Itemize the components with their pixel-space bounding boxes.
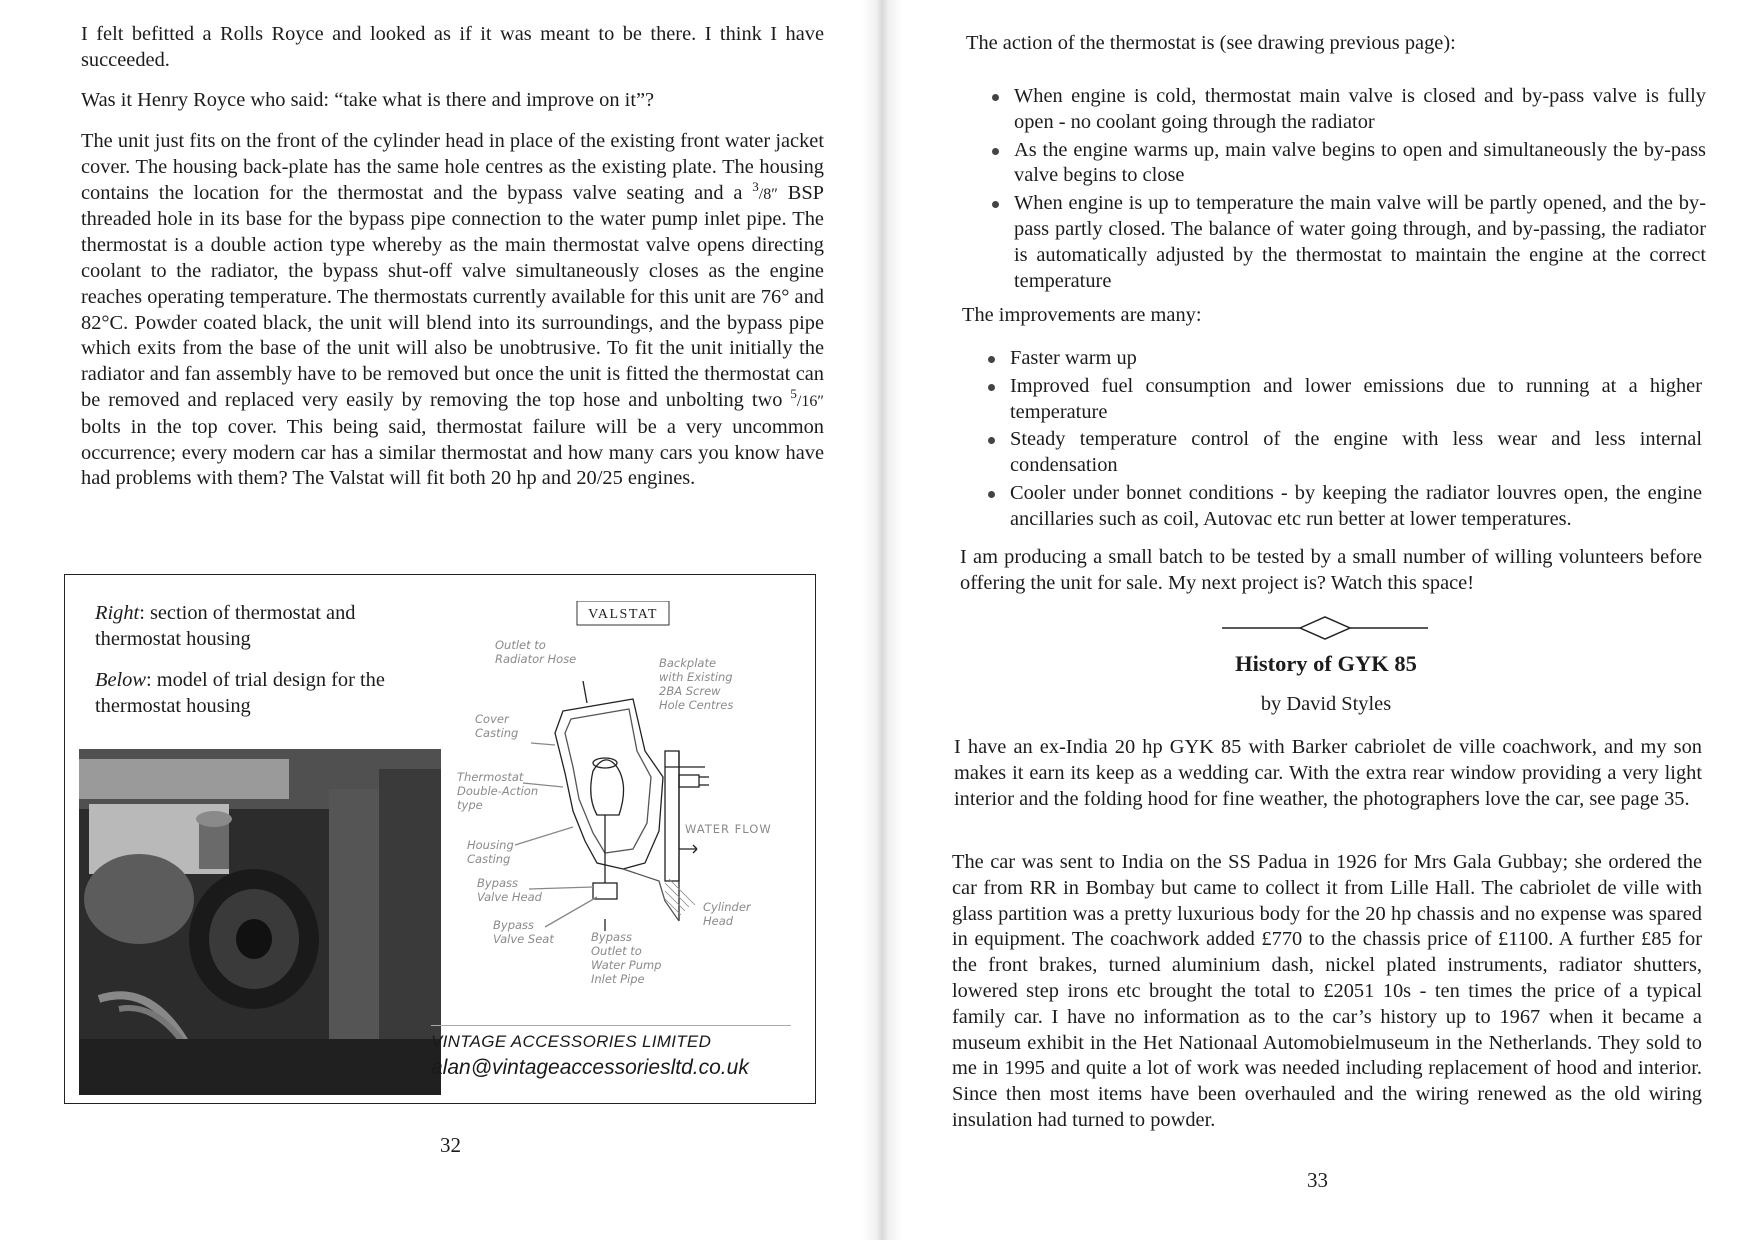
fraction-denominator: /8″	[758, 185, 778, 203]
label-backplate-1: Backplate	[659, 656, 717, 670]
caption-label: Below	[95, 669, 146, 692]
improvements-list	[962, 346, 1702, 535]
label-cover-2: Casting	[475, 726, 519, 740]
fraction-numerator: 5	[790, 385, 797, 401]
list-item	[962, 374, 1702, 426]
right-page	[900, 0, 1752, 1240]
label-cylinder-head-2: Head	[703, 914, 734, 928]
diagram-title: VALSTAT	[588, 607, 658, 622]
article-byline: by David Styles	[1260, 693, 1392, 715]
list-item	[966, 138, 1706, 190]
list-item-text: Improved fuel consumption and lower emissions due to running at a higher temperature	[1010, 374, 1702, 423]
improvements-intro: The improvements are many:	[962, 304, 1202, 326]
company-email: alan@vintageaccessoriesltd.co.uk	[431, 1056, 749, 1079]
cylinder-head-hatching	[665, 879, 695, 915]
label-bypass-seat-1: Bypass	[493, 918, 535, 932]
page-number: 33	[1307, 1168, 1328, 1192]
thermostat-section-diagram	[433, 601, 809, 991]
left-page	[0, 0, 870, 1240]
paragraph: I have an ex-India 20 hp GYK 85 with Barker cabriolet de ville coachwork, and my son makes it earn its keep as a wedding car. With the extra rear window providing a very light interior and the folding hood for fine weather, the photographers love the car, see page 35.	[954, 736, 1702, 810]
label-outlet-1: Outlet to	[495, 638, 546, 652]
label-thermostat-3: type	[457, 798, 483, 812]
actions-intro: The action of the thermostat is (see drawing previous page):	[966, 32, 1456, 54]
label-backplate-3: 2BA Screw	[659, 684, 721, 698]
engine-photo-image	[79, 749, 441, 1095]
label-cover-1: Cover	[475, 712, 509, 726]
bullet-icon	[988, 437, 995, 444]
list-item	[966, 191, 1706, 294]
engine-photo	[79, 749, 441, 1095]
figure-box	[64, 574, 816, 1104]
paragraph: The car was sent to India on the SS Padua in 1926 for Mrs Gala Gubbay; she ordered the car from RR in Bombay but came to collect it from Lille Hall. The cabriolet de ville with glass partition was a pretty luxurious body for the 20 hp chassis and no expense was spared in equipment. The coachwork added £770 to the chassis price of £1100. A further £85 for the front brakes, turned aluminium dash, nickel plated instruments, radiator shutters, lowered step irons etc brought the total to £2051 10s - ten times the price of a typical family car. I have no information as to the car’s history up to 1967 when it became a museum exhibit in the Het Nationaal Automobielmuseum in the Netherlands. They sold to me in 1995 and quite a lot of work was needed including replacement of hood and interior. Since then most items have been overhauled and the wiring renewed as the old wiring insulation had turned to powder.	[952, 851, 1702, 1131]
article-title: History of GYK 85	[1235, 651, 1417, 676]
company-credit	[431, 1025, 791, 1080]
caption-text: : section of thermostat and thermostat housing	[95, 602, 356, 650]
fraction-denominator: /16″	[796, 392, 824, 410]
label-water-flow: WATER FLOW	[685, 822, 772, 836]
figure-caption	[95, 601, 395, 735]
caption-label: Right	[95, 602, 140, 624]
label-thermostat-1: Thermostat	[457, 770, 524, 784]
label-housing-2: Casting	[467, 852, 511, 866]
list-item-text: When engine is cold, thermostat main valve is closed and by-pass valve is fully open - no coolant going through the radiator	[1014, 85, 1706, 133]
company-name: VINTAGE ACCESSORIES LIMITED	[431, 1032, 712, 1051]
bullet-icon	[992, 201, 999, 208]
list-item	[966, 84, 1706, 136]
list-item-text: Faster warm up	[1010, 347, 1137, 369]
list-item-text: When engine is up to temperature the main valve will be partly opened, and the by-pass partly closed. The balance of water going through, and by-passing, the radiator is automatically adjusted by the thermostat to maintain the engine at the correct temperature	[1014, 192, 1706, 292]
list-item	[962, 481, 1702, 533]
thermostat-drawing	[515, 681, 709, 931]
label-cylinder-head-1: Cylinder	[703, 900, 751, 914]
list-item-text: Cooler under bonnet conditions - by keeping the radiator louvres open, the engine ancillaries such as coil, Autovac etc run better at lower temperatures.	[1010, 481, 1702, 530]
label-housing-1: Housing	[467, 838, 514, 852]
label-backplate-2: with Existing	[659, 670, 733, 684]
page-number: 32	[440, 1133, 461, 1157]
label-backplate-4: Hole Centres	[659, 698, 734, 712]
bullet-icon	[988, 491, 995, 498]
list-item	[962, 346, 1702, 372]
paragraph-text: bolts in the top cover. This being said, thermostat failure will be a very uncommon occurrence; every modern car has a similar thermostat and how many cars you know have had problems with them? The Valstat will fit both 20 hp and 20/25 engines.	[81, 415, 824, 490]
bullet-icon	[992, 94, 999, 101]
bullet-icon	[992, 148, 999, 155]
label-bypass-head-1: Bypass	[477, 876, 519, 890]
list-item-text: Steady temperature control of the engine with less wear and less internal condensation	[1010, 428, 1702, 477]
caption-right	[95, 601, 395, 652]
list-item	[962, 427, 1702, 479]
label-bypass-outlet-3: Water Pump	[591, 958, 662, 972]
closing-paragraph: I am producing a small batch to be tested by a small number of willing volunteers before offering the unit for sale. My next project is? Watch this space!	[960, 546, 1702, 594]
bullet-icon	[988, 384, 995, 391]
paragraph-text: The unit just fits on the front of the cylinder head in place of the existing front water jacket cover. The housing back-plate has the same hole centres as the existing plate. The housing contains the location for the thermostat and the bypass valve seating and a	[81, 130, 824, 204]
paragraph	[81, 129, 824, 492]
label-bypass-outlet-2: Outlet to	[591, 944, 642, 958]
paragraph: Was it Henry Royce who said: “take what is there and improve on it”?	[81, 89, 655, 111]
section-divider-ornament	[1222, 614, 1428, 642]
caption-below	[95, 668, 395, 719]
fraction-numerator: 3	[752, 178, 759, 194]
caption-text: : model of trial design for the thermostat housing	[95, 669, 385, 717]
label-outlet-2: Radiator Hose	[495, 652, 577, 666]
actions-list	[966, 84, 1706, 296]
list-item-text: As the engine warms up, main valve begins to open and simultaneously the by-pass valve begins to close	[1014, 138, 1706, 187]
label-bypass-outlet-1: Bypass	[591, 930, 633, 944]
label-bypass-head-2: Valve Head	[477, 890, 542, 904]
label-thermostat-2: Double-Action	[457, 784, 539, 798]
label-bypass-outlet-4: Inlet Pipe	[591, 972, 645, 986]
paragraph: I felt befitted a Rolls Royce and looked as if it was meant to be there. I think I have succeeded.	[81, 23, 824, 71]
bullet-icon	[988, 356, 995, 363]
label-bypass-seat-2: Valve Seat	[493, 932, 554, 946]
diagram-svg	[433, 601, 809, 991]
paragraph-text: BSP threaded hole in its base for the bypass pipe connection to the water pump inlet pipe. The thermostat is a double action type whereby as the main thermostat valve opens directing coolant to the radiator, the bypass shut-off valve simultaneously closes as the engine reaches operating temperature. The thermostats currently available for this unit are 76° and 82°C. Powder coated black, the unit will blend into its surroundings, and the bypass pipe which exits from the base of the unit will also be unobtrusive. To fit the unit initially the radiator and fan assembly have to be removed but once the unit is fitted the thermostat can be removed and replaced very easily by removing the top hose and unbolting two	[81, 181, 824, 411]
